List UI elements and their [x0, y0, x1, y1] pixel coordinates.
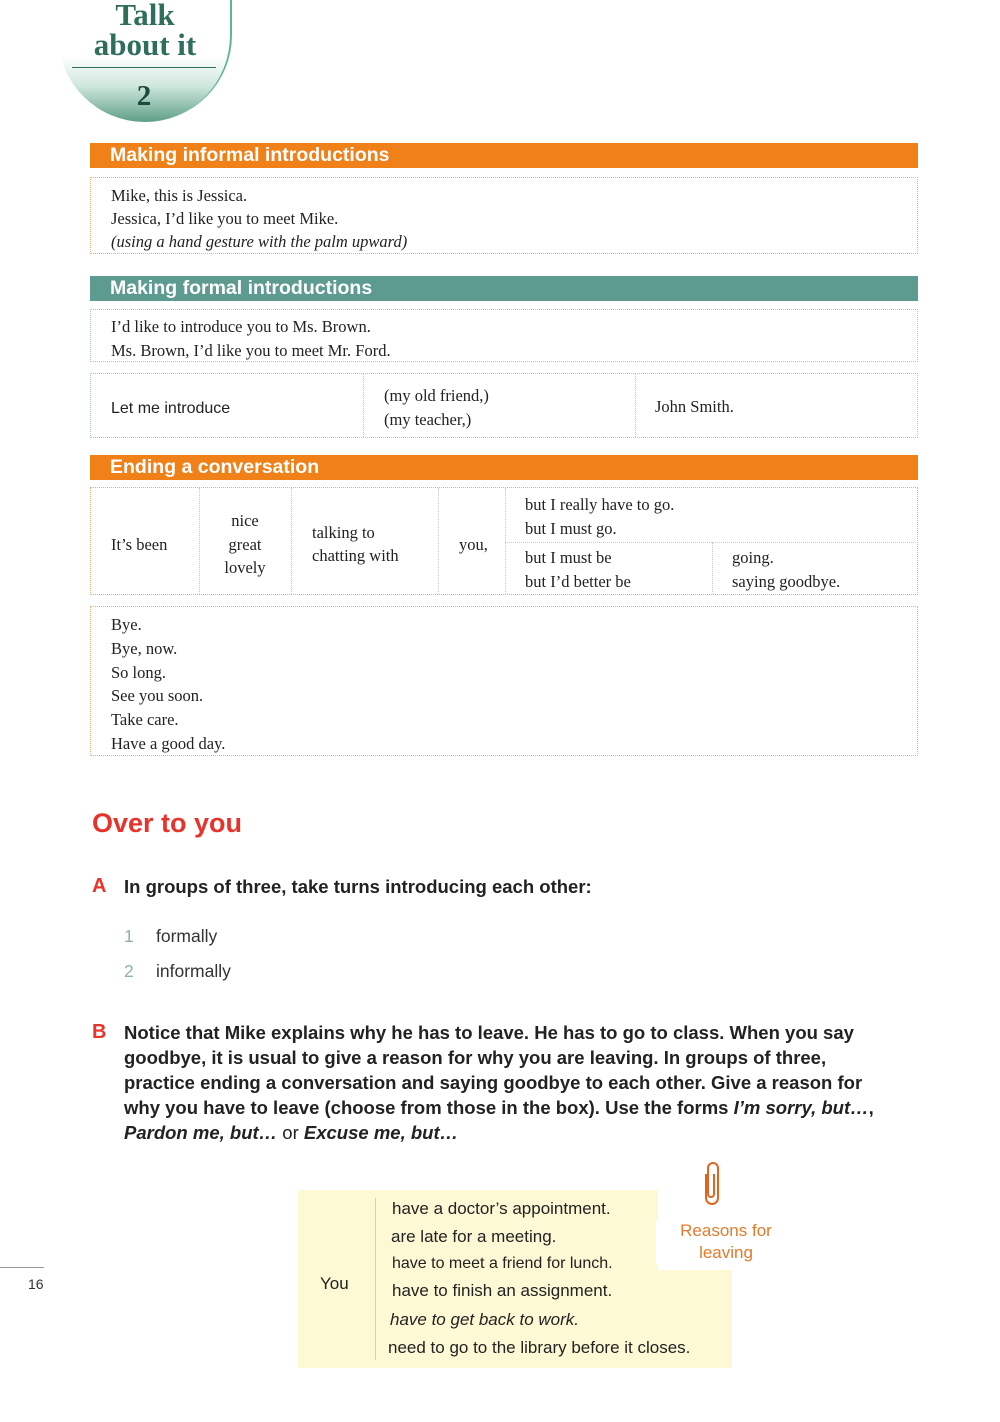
page-number: 16 [28, 1276, 44, 1292]
badge-number: 2 [136, 80, 152, 112]
question-b-text: Notice that Mike explains why he has to leave. He has to go to class. When you say goodbye, it is usual to give a reason for why you are leaving. In groups of three, practice ending a conversation and saying goodbye to each other. Give a reason for why you have to leave (choose from those in the box). Use the forms I’m sorry, but…, Pardon me, but… or Excuse me, but… [124, 1022, 874, 1143]
ending-phrase: It’s been [111, 535, 168, 554]
over-to-you-heading: Over to you [92, 808, 243, 838]
informal-note: (using a hand gesture with the palm upward) [111, 232, 408, 251]
introduce-table [90, 373, 918, 438]
reason-item: have to meet a friend for lunch. [392, 1255, 613, 1272]
page-number-rule [0, 1267, 44, 1268]
goodbye-phrase: Take care. [111, 710, 179, 729]
introduce-option: (my teacher,) [384, 410, 472, 429]
formal-heading: Making formal introductions [90, 276, 918, 301]
ending-but: but I must go. [525, 519, 617, 538]
badge-title: Talk about it [93, 0, 197, 62]
introduce-phrase: Let me introduce [111, 400, 231, 417]
question-a-item: 2 informally [124, 961, 231, 981]
badge-divider [72, 67, 216, 68]
informal-box [90, 177, 918, 254]
goodbye-phrase: See you soon. [111, 686, 204, 705]
question-a-item: 1 formally [124, 926, 218, 946]
reason-item: are late for a meeting. [391, 1227, 557, 1246]
goodbye-box [90, 606, 918, 756]
informal-line: Jessica, I’d like you to meet Mike. [111, 209, 339, 228]
ending-table [90, 487, 918, 595]
question-a-letter: A [92, 875, 107, 897]
formal-line: I’d like to introduce you to Ms. Brown. [111, 317, 371, 336]
question-b-letter: B [92, 1021, 107, 1043]
ending-but: but I must be [525, 548, 612, 567]
paperclip-icon [700, 1158, 724, 1210]
ending-adjective: great [228, 535, 262, 554]
ending-heading: Ending a conversation [90, 455, 918, 480]
goodbye-phrase: Bye. [111, 615, 142, 634]
introduce-name: John Smith. [655, 397, 734, 416]
ending-but: but I’d better be [525, 572, 631, 591]
question-a-text: In groups of three, take turns introducing each other: [124, 876, 592, 897]
reason-item: have a doctor’s appointment. [392, 1199, 611, 1218]
informal-line: Mike, this is Jessica. [111, 186, 248, 205]
ending-final: going. [732, 548, 774, 567]
formal-line: Ms. Brown, I’d like you to meet Mr. Ford. [111, 341, 391, 360]
ending-but: but I really have to go. [525, 495, 675, 514]
reason-item: have to finish an assignment. [392, 1281, 613, 1300]
reason-item: need to go to the library before it closes. [388, 1338, 691, 1357]
introduce-option: (my old friend,) [384, 386, 489, 405]
reasons-subject: You [320, 1274, 349, 1293]
ending-verb: talking to [312, 523, 375, 542]
ending-final: saying goodbye. [732, 572, 841, 591]
ending-verb: chatting with [312, 546, 399, 565]
goodbye-phrase: Bye, now. [111, 639, 178, 658]
ending-adjective: nice [231, 511, 259, 530]
ending-you: you, [459, 535, 488, 554]
informal-heading: Making informal introductions [90, 143, 918, 168]
goodbye-phrase: Have a good day. [111, 734, 226, 753]
formal-box [90, 309, 918, 362]
ending-adjective: lovely [224, 558, 266, 577]
reason-item: have to get back to work. [390, 1310, 579, 1329]
goodbye-phrase: So long. [111, 663, 167, 682]
reasons-label: Reasons for leaving [656, 1220, 796, 1264]
